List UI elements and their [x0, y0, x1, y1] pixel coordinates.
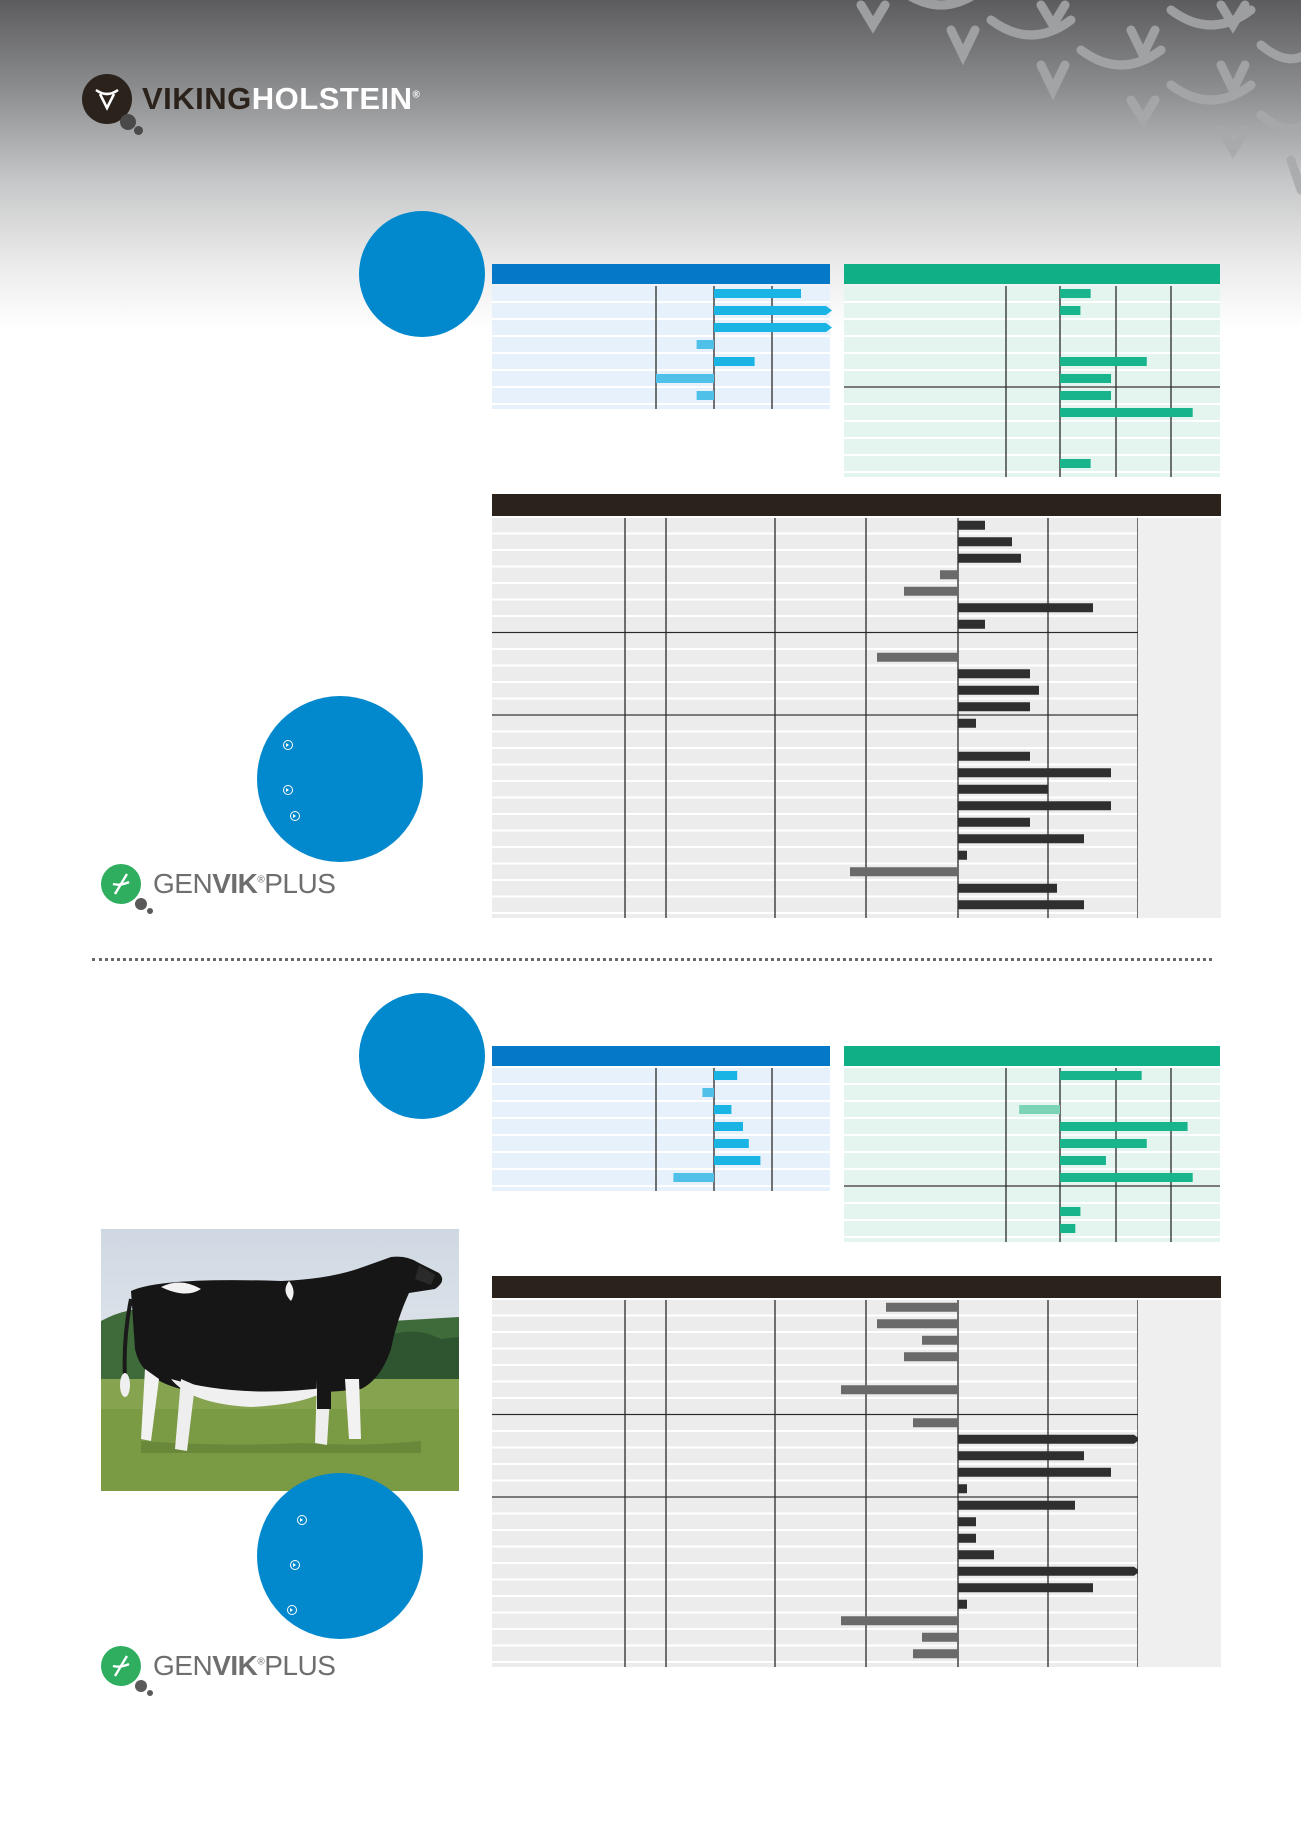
arrow-bullet-icon: [290, 811, 300, 821]
chart-header-bar: [844, 264, 1220, 284]
horn-pattern-decoration: [841, 0, 1301, 200]
row-separator: [844, 1168, 1220, 1170]
chart-header-bar: [492, 264, 830, 284]
value-bar: [913, 1649, 958, 1658]
row-separator: [492, 1168, 830, 1170]
row-separator: [492, 1645, 1138, 1647]
row-separator: [492, 318, 830, 320]
chart-side-panel: [1138, 518, 1221, 918]
value-bar: [841, 1616, 958, 1625]
chart-header-bar: [492, 1046, 830, 1066]
arrow-bullet-icon: [290, 1560, 300, 1570]
arrow-bullet-icon: [283, 785, 293, 795]
value-bar: [1060, 306, 1080, 315]
value-bar: [958, 1501, 1075, 1510]
registered-mark: ®: [412, 89, 421, 101]
chart-panel: [492, 286, 830, 409]
value-bar: [656, 374, 714, 383]
row-separator: [492, 879, 1138, 881]
row-separator: [492, 1348, 1138, 1350]
row-separator: [844, 1202, 1220, 1204]
row-separator: [492, 582, 1138, 584]
value-bar: [958, 1567, 1140, 1576]
row-separator: [844, 403, 1220, 405]
row-separator: [492, 301, 830, 303]
row-separator: [492, 1397, 1138, 1399]
value-bar: [958, 801, 1111, 810]
row-separator: [492, 1331, 1138, 1333]
row-separator: [844, 471, 1220, 473]
row-separator: [492, 1100, 830, 1102]
value-bar: [877, 653, 958, 662]
row-separator: [492, 764, 1138, 766]
genvik-plus-logo: [101, 864, 335, 904]
value-bar: [841, 1385, 958, 1394]
row-separator: [844, 1117, 1220, 1119]
value-bar: [1060, 1224, 1075, 1233]
value-bar: [697, 340, 714, 349]
row-separator: [844, 352, 1220, 354]
row-separator: [844, 318, 1220, 320]
value-bar: [958, 768, 1111, 777]
row-separator: [492, 1612, 1138, 1614]
row-separator: [492, 681, 1138, 683]
row-separator: [492, 912, 1138, 914]
bull-head-icon: [82, 74, 132, 124]
row-separator: [492, 1480, 1138, 1482]
value-bar: [714, 323, 832, 332]
chart-panel: [844, 286, 1220, 477]
bull-1-production-chart: [492, 264, 830, 409]
value-bar: [1060, 1071, 1142, 1080]
row-separator: [492, 830, 1138, 832]
value-bar: [958, 1451, 1084, 1460]
chart-panel: [492, 518, 1221, 918]
value-bar: [673, 1173, 714, 1182]
genvik-registered-mark: ®: [257, 874, 265, 886]
value-bar: [958, 1435, 1140, 1444]
row-separator: [492, 1381, 1138, 1383]
value-bar: [922, 1633, 958, 1642]
value-bar: [1060, 1156, 1106, 1165]
row-separator: [492, 731, 1138, 733]
row-separator: [492, 615, 1138, 617]
value-bar: [697, 391, 714, 400]
value-bar: [958, 521, 985, 530]
value-bar: [714, 306, 832, 315]
arrow-bullet-icon: [287, 1605, 297, 1615]
genvik-wordmark: [153, 1650, 335, 1682]
arrow-bullet-icon: [283, 740, 293, 750]
genvik-text-vik: VIK: [212, 868, 258, 899]
row-separator: [492, 797, 1138, 799]
row-separator: [844, 301, 1220, 303]
row-separator: [492, 1083, 830, 1085]
row-separator: [492, 813, 1138, 815]
value-bar: [714, 1139, 749, 1148]
row-separator: [844, 1236, 1220, 1238]
row-separator: [492, 566, 1138, 568]
row-separator: [492, 1595, 1138, 1597]
brand-name-viking: VIKING: [142, 81, 252, 116]
row-separator: [492, 599, 1138, 601]
row-separator: [492, 549, 1138, 551]
row-separator: [492, 1513, 1138, 1515]
value-bar: [958, 1468, 1111, 1477]
value-bar: [958, 1583, 1093, 1592]
row-separator: [492, 533, 1138, 535]
row-separator: [492, 1562, 1138, 1564]
row-separator: [492, 1447, 1138, 1449]
dna-icon: [101, 1646, 141, 1686]
chart-panel: [492, 1068, 830, 1191]
row-separator: [844, 1083, 1220, 1085]
value-bar: [958, 1600, 967, 1609]
brand-wordmark: [142, 81, 420, 117]
value-bar: [958, 752, 1030, 761]
value-bar: [1060, 1207, 1080, 1216]
value-bar: [904, 1352, 958, 1361]
value-bar: [958, 554, 1021, 563]
row-separator: [492, 1315, 1138, 1317]
genvik-text-plus: PLUS: [264, 868, 336, 899]
bull-1-conformation-chart: [492, 494, 1221, 918]
row-separator: [492, 1185, 830, 1187]
value-bar: [958, 537, 1012, 546]
value-bar: [714, 1156, 760, 1165]
bull-1-highlights-circle: [257, 696, 423, 862]
row-separator: [844, 454, 1220, 456]
value-bar: [850, 867, 958, 876]
value-bar: [714, 289, 801, 298]
row-separator: [492, 386, 830, 388]
chart-side-panel: [1138, 1300, 1221, 1667]
value-bar: [877, 1319, 958, 1328]
genvik-text-gen: GEN: [153, 1650, 213, 1681]
value-bar: [1060, 459, 1091, 468]
bull-2-conformation-chart: [492, 1276, 1221, 1667]
genvik-wordmark: [153, 868, 335, 900]
bull-2-health-chart: [844, 1046, 1220, 1242]
arrow-bullet-icon: [297, 1515, 307, 1525]
value-bar: [958, 818, 1030, 827]
bull-1-index-circle: [359, 211, 485, 337]
row-separator: [492, 863, 1138, 865]
value-bar: [922, 1336, 958, 1345]
value-bar: [714, 1122, 743, 1131]
row-separator: [492, 648, 1138, 650]
row-separator: [844, 335, 1220, 337]
row-separator: [492, 1546, 1138, 1548]
value-bar: [958, 1550, 994, 1559]
genvik-plus-logo: [101, 1646, 335, 1686]
chart-panel: [844, 1068, 1220, 1242]
genvik-text-vik: VIK: [212, 1650, 258, 1681]
value-bar: [958, 1517, 976, 1526]
row-separator: [492, 1529, 1138, 1531]
value-bar: [958, 851, 967, 860]
row-separator: [492, 1628, 1138, 1630]
value-bar: [958, 603, 1093, 612]
value-bar: [958, 719, 976, 728]
value-bar: [1060, 357, 1147, 366]
row-separator: [492, 403, 830, 405]
row-separator: [844, 1134, 1220, 1136]
row-separator: [492, 665, 1138, 667]
row-separator: [492, 1463, 1138, 1465]
value-bar: [904, 587, 958, 596]
bull-2-production-chart: [492, 1046, 830, 1191]
row-separator: [844, 437, 1220, 439]
row-separator: [492, 896, 1138, 898]
section-divider: [92, 958, 1212, 961]
row-separator: [492, 780, 1138, 782]
value-bar: [1060, 1122, 1188, 1131]
genvik-registered-mark: ®: [257, 1656, 265, 1668]
row-separator: [492, 335, 830, 337]
value-bar: [958, 884, 1057, 893]
value-bar: [958, 702, 1030, 711]
value-bar: [958, 686, 1039, 695]
chart-header-bar: [492, 1276, 1221, 1298]
row-separator: [492, 1579, 1138, 1581]
value-bar: [940, 570, 958, 579]
value-bar: [958, 900, 1084, 909]
value-bar: [958, 1534, 976, 1543]
value-bar: [913, 1418, 958, 1427]
genvik-text-plus: PLUS: [264, 1650, 336, 1681]
genvik-text-gen: GEN: [153, 868, 213, 899]
value-bar: [958, 1484, 967, 1493]
vikingholstein-logo: [82, 74, 420, 124]
value-bar: [1060, 289, 1091, 298]
value-bar: [958, 785, 1048, 794]
bull-2-index-circle: [359, 993, 485, 1119]
value-bar: [702, 1088, 714, 1097]
row-separator: [492, 1151, 830, 1153]
value-bar: [714, 1071, 737, 1080]
bull-2-cow-photo: [101, 1229, 459, 1491]
row-separator: [492, 698, 1138, 700]
value-bar: [1060, 1139, 1147, 1148]
value-bar: [1060, 391, 1111, 400]
bull-1-health-chart: [844, 264, 1220, 477]
row-separator: [492, 747, 1138, 749]
value-bar: [958, 669, 1030, 678]
value-bar: [958, 620, 985, 629]
row-separator: [492, 1117, 830, 1119]
value-bar: [1019, 1105, 1060, 1114]
row-separator: [844, 1100, 1220, 1102]
row-separator: [492, 1430, 1138, 1432]
row-separator: [492, 1661, 1138, 1663]
row-separator: [492, 1134, 830, 1136]
row-separator: [492, 1364, 1138, 1366]
value-bar: [714, 1105, 731, 1114]
value-bar: [886, 1303, 958, 1312]
bull-2-highlights-circle: [257, 1473, 423, 1639]
dna-icon: [101, 864, 141, 904]
row-separator: [492, 369, 830, 371]
brand-name-holstein: HOLSTEIN: [251, 81, 413, 116]
row-separator: [844, 420, 1220, 422]
row-separator: [492, 846, 1138, 848]
chart-header-bar: [492, 494, 1221, 516]
row-separator: [844, 369, 1220, 371]
value-bar: [1060, 1173, 1193, 1182]
value-bar: [1060, 374, 1111, 383]
value-bar: [958, 834, 1084, 843]
row-separator: [492, 352, 830, 354]
row-separator: [844, 1219, 1220, 1221]
value-bar: [714, 357, 755, 366]
chart-header-bar: [844, 1046, 1220, 1066]
row-separator: [844, 1151, 1220, 1153]
value-bar: [1060, 408, 1193, 417]
